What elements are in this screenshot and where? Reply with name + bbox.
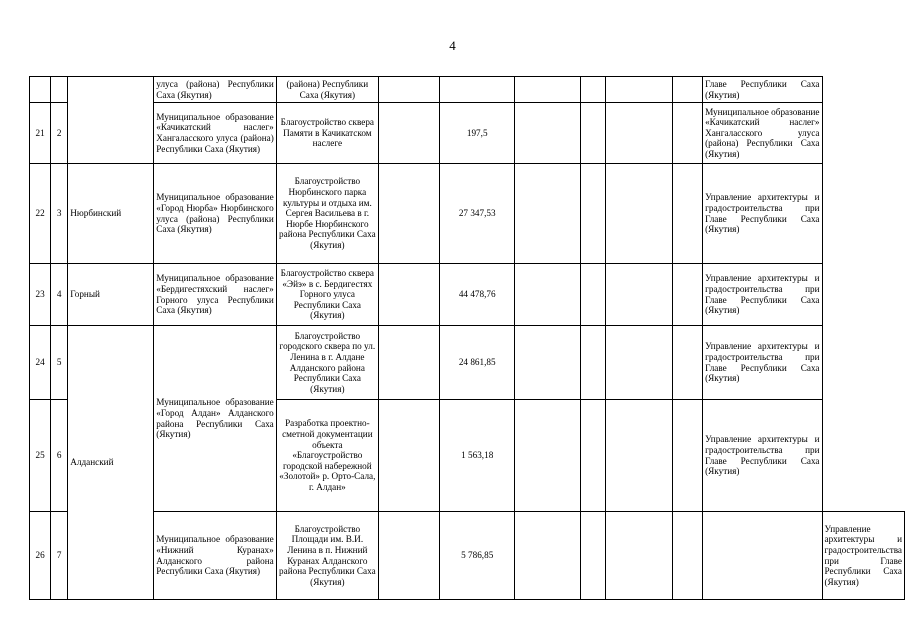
row-number: 26 xyxy=(30,512,51,600)
row-sub-number: 4 xyxy=(51,264,68,326)
row-sub-number: 6 xyxy=(51,400,68,512)
object-cell: Благоустройство городского сквера по ул. Ленина в г. Алдане Алданского района Республики Саха (Якутия) xyxy=(276,326,378,400)
object-cell: Разработка проектно-сметной документации объекта «Благоустройство городской набережной «Золотой» р. Орто-Сала, г. Алдан» xyxy=(276,400,378,512)
row-number: 22 xyxy=(30,164,51,264)
empty-cell xyxy=(514,264,580,326)
empty-cell xyxy=(580,264,605,326)
empty-cell xyxy=(378,512,440,600)
row-number: 24 xyxy=(30,326,51,400)
executor-cell: Муниципальное образование «Качикатский наслег» Хангаласского улуса (района) Республики Саха (Якутия) xyxy=(703,103,822,164)
row-number: 25 xyxy=(30,400,51,512)
program-table xyxy=(29,76,905,600)
executor-cell: Управление архитектуры и градостроительства при Главе Республики Саха (Якутия) xyxy=(703,400,822,512)
amount-cell: 27 347,53 xyxy=(440,164,514,264)
mo-cell: Муниципальное образование «Город Алдан» Алданского района Республики Саха (Якутия) xyxy=(154,326,276,512)
empty-cell xyxy=(605,264,672,326)
empty-cell xyxy=(580,512,605,600)
num-cell xyxy=(30,77,51,103)
empty-cell xyxy=(673,264,703,326)
empty-cell xyxy=(673,512,703,600)
mo-cell: Муниципальное образование «Город Нюрба» Нюрбинского улуса (района) Республики Саха (Якутия) xyxy=(154,164,276,264)
empty-cell xyxy=(378,400,440,512)
amount-cell: 24 861,85 xyxy=(440,326,514,400)
empty-cell xyxy=(605,164,672,264)
empty-cell xyxy=(378,326,440,400)
object-cell: Благоустройство сквера Памяти в Качикатском наслеге xyxy=(276,103,378,164)
page-number: 4 xyxy=(449,38,456,53)
empty-cell xyxy=(673,103,703,164)
empty-cell xyxy=(580,326,605,400)
table-row xyxy=(30,512,905,600)
district-cell: Нюрбинский xyxy=(68,164,154,264)
table-row xyxy=(30,326,905,400)
empty-cell xyxy=(514,77,580,103)
empty-cell xyxy=(673,164,703,264)
empty-cell xyxy=(703,512,822,600)
object-cell: (района) Республики Саха (Якутия) xyxy=(276,77,378,103)
amount-cell: 197,5 xyxy=(440,103,514,164)
row-number: 21 xyxy=(30,103,51,164)
empty-cell xyxy=(673,400,703,512)
empty-cell xyxy=(378,264,440,326)
table-row xyxy=(30,264,905,326)
district-cell: Алданский xyxy=(68,326,154,600)
table-row-continuation xyxy=(30,77,905,103)
empty-cell xyxy=(514,512,580,600)
empty-cell xyxy=(605,103,672,164)
empty-cell xyxy=(514,164,580,264)
empty-cell xyxy=(580,103,605,164)
object-cell: Благоустройство Нюрбинского парка культуры и отдыха им. Сергея Васильева в г. Нюрбе Нюрбинского района Республики Саха (Якутия) xyxy=(276,164,378,264)
row-sub-number: 2 xyxy=(51,103,68,164)
empty-cell xyxy=(378,103,440,164)
row-sub-number: 5 xyxy=(51,326,68,400)
row-sub-number: 3 xyxy=(51,164,68,264)
district-cell xyxy=(68,77,154,164)
table-row xyxy=(30,103,905,164)
table-row xyxy=(30,164,905,264)
amount-cell: 5 786,85 xyxy=(440,512,514,600)
empty-cell xyxy=(514,326,580,400)
empty-cell xyxy=(605,326,672,400)
row-sub-number: 7 xyxy=(51,512,68,600)
sub-num-cell xyxy=(51,77,68,103)
empty-cell xyxy=(378,164,440,264)
amount-cell: 44 478,76 xyxy=(440,264,514,326)
executor-cell: Управление архитектуры и градостроительства при Главе Республики Саха (Якутия) xyxy=(703,264,822,326)
empty-cell xyxy=(605,77,672,103)
mo-cell: улуса (района) Республики Саха (Якутия) xyxy=(154,77,276,103)
amount-cell: 1 563,18 xyxy=(440,400,514,512)
row-number: 23 xyxy=(30,264,51,326)
object-cell: Благоустройство сквера «Эйэ» в с. Бердигестях Горного улуса Республики Саха (Якутия) xyxy=(276,264,378,326)
empty-cell xyxy=(378,77,440,103)
empty-cell xyxy=(673,77,703,103)
executor-cell: Управление архитектуры и градостроительства при Главе Республики Саха (Якутия) xyxy=(822,512,905,600)
empty-cell xyxy=(605,512,672,600)
mo-cell: Муниципальное образование «Нижний Куранах» Алданского района Республики Саха (Якутия) xyxy=(154,512,276,600)
district-cell: Горный xyxy=(68,264,154,326)
empty-cell xyxy=(514,103,580,164)
empty-cell xyxy=(514,400,580,512)
mo-cell: Муниципальное образование «Бердигестяхский наслег» Горного улуса Республики Саха (Якутия) xyxy=(154,264,276,326)
empty-cell xyxy=(580,164,605,264)
empty-cell xyxy=(673,326,703,400)
empty-cell xyxy=(605,400,672,512)
empty-cell xyxy=(580,400,605,512)
amount-cell xyxy=(440,77,514,103)
empty-cell xyxy=(580,77,605,103)
mo-cell: Муниципальное образование «Качикатский наслег» Хангаласского улуса (района) Республики Саха (Якутия) xyxy=(154,103,276,164)
executor-cell: Управление архитектуры и градостроительства при Главе Республики Саха (Якутия) xyxy=(703,164,822,264)
object-cell: Благоустройство Площади им. В.И. Ленина в п. Нижний Куранах Алданского района Республики Саха (Якутия) xyxy=(276,512,378,600)
executor-cell: Управление архитектуры и градостроительства при Главе Республики Саха (Якутия) xyxy=(703,326,822,400)
executor-cell: Главе Республики Саха (Якутия) xyxy=(703,77,822,103)
